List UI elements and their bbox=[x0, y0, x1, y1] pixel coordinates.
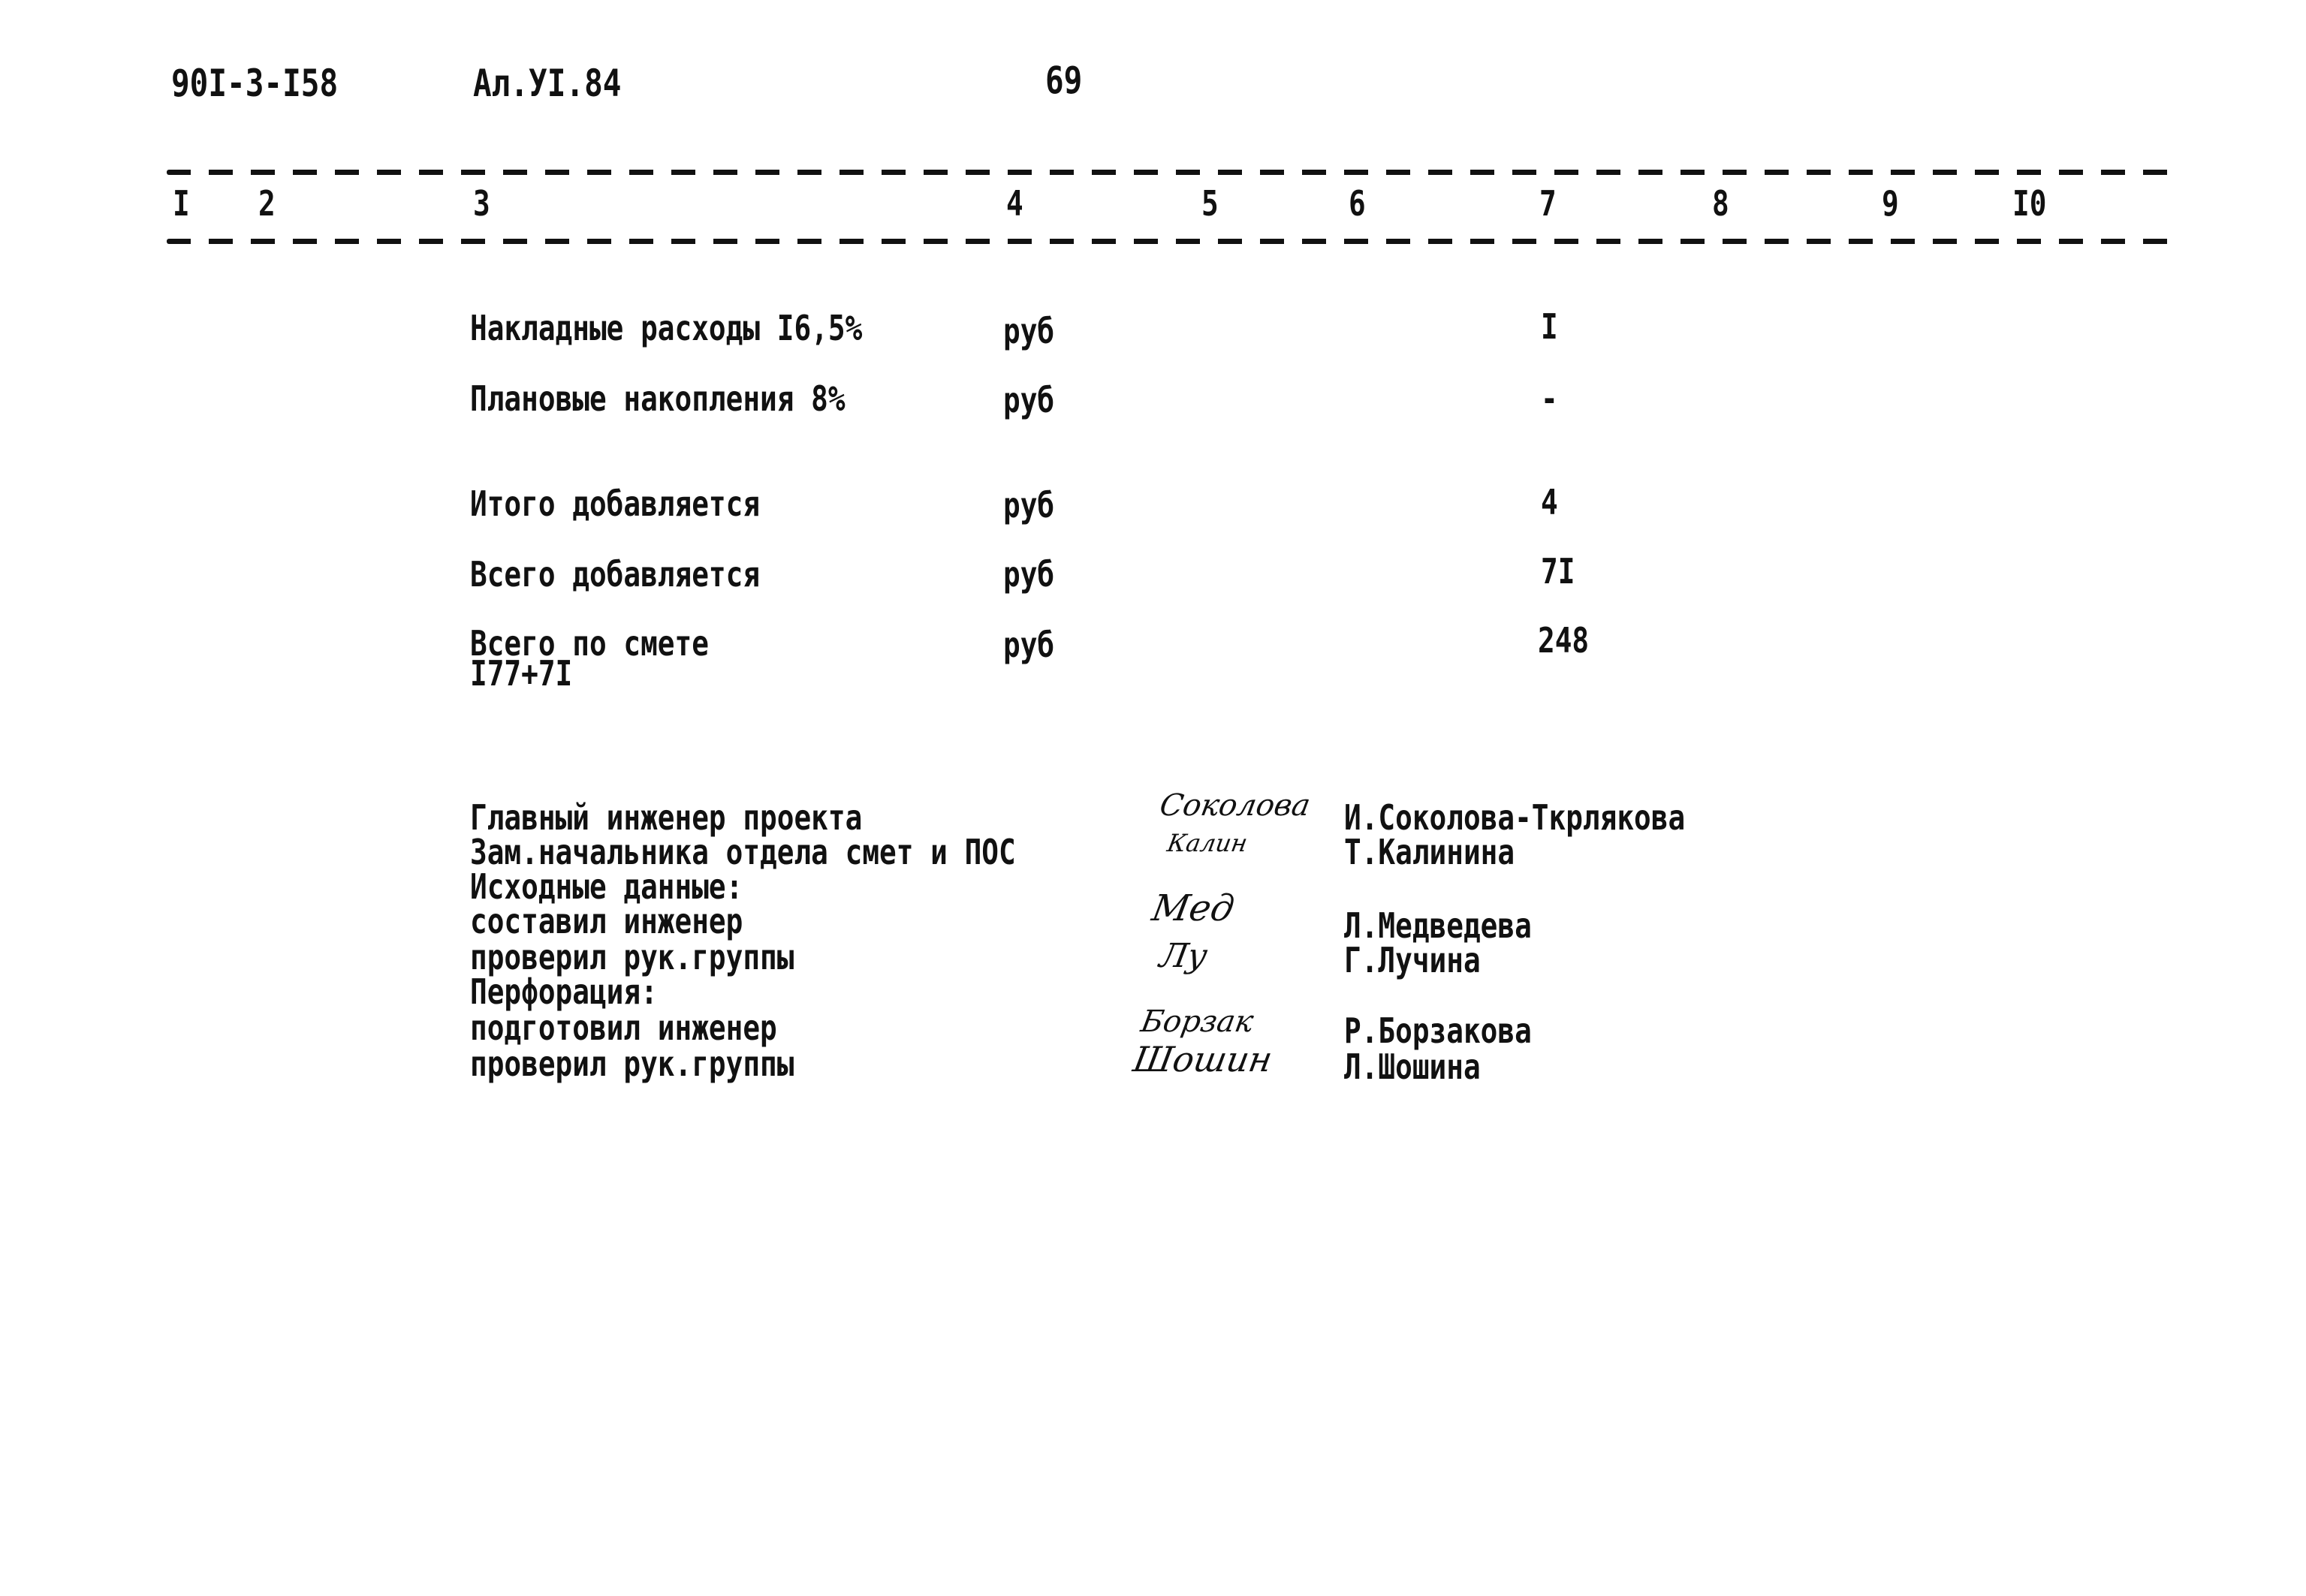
column-number: I bbox=[173, 183, 190, 224]
handwritten-signature: Калин bbox=[1165, 829, 1250, 857]
column-number: 4 bbox=[1006, 183, 1023, 224]
column-number: I0 bbox=[2012, 183, 2047, 224]
signatory-name: И.Соколова-Ткрлякова bbox=[1344, 797, 1686, 838]
signatory-role: подготовил инженер bbox=[470, 1007, 777, 1048]
page-number: 69 bbox=[1045, 59, 1083, 102]
row-unit: руб bbox=[1003, 554, 1055, 595]
row-unit: руб bbox=[1003, 311, 1055, 351]
handwritten-signature: Лу bbox=[1156, 937, 1210, 975]
signatory-role: проверил рук.группы bbox=[470, 937, 794, 977]
row-value: - bbox=[1541, 378, 1558, 419]
document-code: 90I-3-I58 bbox=[171, 62, 339, 105]
signatory-role: Главный инженер проекта bbox=[470, 797, 863, 838]
row-value: 4 bbox=[1541, 482, 1558, 522]
signatory-role: Зам.начальника отдела смет и ПОС bbox=[470, 832, 1016, 872]
row-label-formula: I77+7I bbox=[470, 653, 573, 694]
section-label: Перфорация: bbox=[470, 971, 658, 1012]
signatory-role: проверил рук.группы bbox=[470, 1043, 794, 1084]
row-unit: руб bbox=[1003, 625, 1055, 665]
section-label: Исходные данные: bbox=[470, 866, 743, 907]
signatory-name: Л.Шошина bbox=[1344, 1046, 1481, 1087]
handwritten-signature: Шошин bbox=[1130, 1039, 1276, 1080]
column-number: 6 bbox=[1349, 183, 1366, 224]
row-label: Плановые накопления 8% bbox=[470, 378, 846, 419]
row-value: 248 bbox=[1538, 620, 1590, 661]
signatory-role: составил инженер bbox=[470, 901, 743, 941]
handwritten-signature: Борзак bbox=[1138, 1004, 1256, 1039]
row-value: I bbox=[1541, 306, 1558, 347]
signatory-name: Г.Лучина bbox=[1344, 940, 1481, 980]
table-header-rule bbox=[167, 239, 2183, 244]
signatory-name: Р.Борзакова bbox=[1344, 1010, 1532, 1051]
row-label: Накладные расходы I6,5% bbox=[470, 308, 863, 348]
column-number: 9 bbox=[1882, 183, 1899, 224]
row-unit: руб bbox=[1003, 380, 1055, 420]
table-top-rule bbox=[167, 170, 2183, 175]
row-label: Всего по смете bbox=[470, 623, 709, 664]
signatory-name: Т.Калинина bbox=[1344, 832, 1515, 872]
album-number: Ал.УI.84 bbox=[473, 62, 622, 105]
row-label: Всего добавляется bbox=[470, 554, 761, 595]
row-unit: руб bbox=[1003, 485, 1055, 525]
row-value: 7I bbox=[1541, 551, 1575, 592]
signatory-name: Л.Медведева bbox=[1344, 905, 1532, 946]
column-number: 5 bbox=[1201, 183, 1219, 224]
column-number: 7 bbox=[1539, 183, 1557, 224]
handwritten-signature: Соколова bbox=[1156, 788, 1313, 823]
row-label: Итого добавляется bbox=[470, 483, 761, 524]
column-number: 8 bbox=[1712, 183, 1729, 224]
column-number: 2 bbox=[258, 183, 276, 224]
column-number: 3 bbox=[473, 183, 490, 224]
handwritten-signature: Мед bbox=[1149, 887, 1237, 929]
